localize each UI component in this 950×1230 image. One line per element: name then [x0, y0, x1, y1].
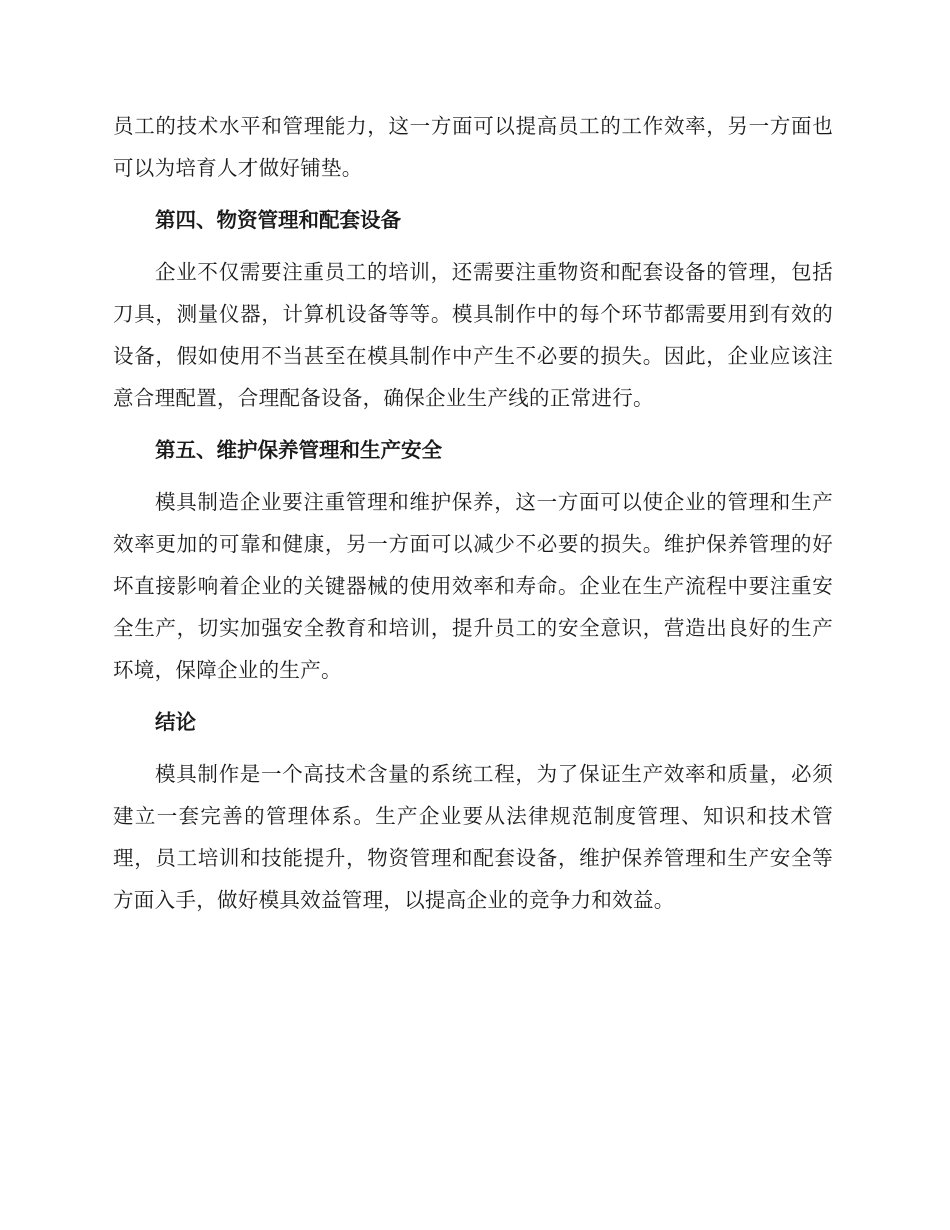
section-body-conclusion: 模具制作是一个高技术含量的系统工程，为了保证生产效率和质量，必须建立一套完善的管理体系。生产企业要从法律规范制度管理、知识和技术管理，员工培训和技能提升，物资管理和配套设备，维护保养管理和生产安全等方面入手，做好模具效益管理，以提高企业的竞争力和效益。: [113, 762, 833, 912]
spacer: [113, 189, 833, 199]
section-body-materials: 企业不仅需要注重员工的培训，还需要注重物资和配套设备的管理，包括刀具，测量仪器，计算机设备等等。模具制作中的每个环节都需要用到有效的设备，假如使用不当甚至在模具制作中产生不必要的损失。因此，企业应该注意合理配置，合理配备设备，确保企业生产线的正常进行。: [113, 260, 833, 410]
spacer: [113, 241, 833, 251]
spacer: [113, 471, 833, 481]
spacer: [113, 691, 833, 701]
section-heading-conclusion: 结论: [155, 710, 196, 734]
continuation-paragraph: 员工的技术水平和管理能力，这一方面可以提高员工的工作效率，另一方面也可以为培育人才做好铺垫。: [113, 114, 833, 180]
spacer: [113, 743, 833, 753]
document-page: [113, 105, 833, 921]
section-heading-maintenance: 第五、维护保养管理和生产安全: [155, 438, 442, 462]
section-body-maintenance: 模具制造企业要注重管理和维护保养，这一方面可以使企业的管理和生产效率更加的可靠和健康，另一方面可以减少不必要的损失。维护保养管理的好坏直接影响着企业的关键器械的使用效率和寿命。企业在生产流程中要注重安全生产，切实加强安全教育和培训，提升员工的安全意识，营造出良好的生产环境，保障企业的生产。: [113, 490, 833, 682]
section-heading-materials: 第四、物资管理和配套设备: [155, 208, 401, 232]
spacer: [113, 419, 833, 429]
